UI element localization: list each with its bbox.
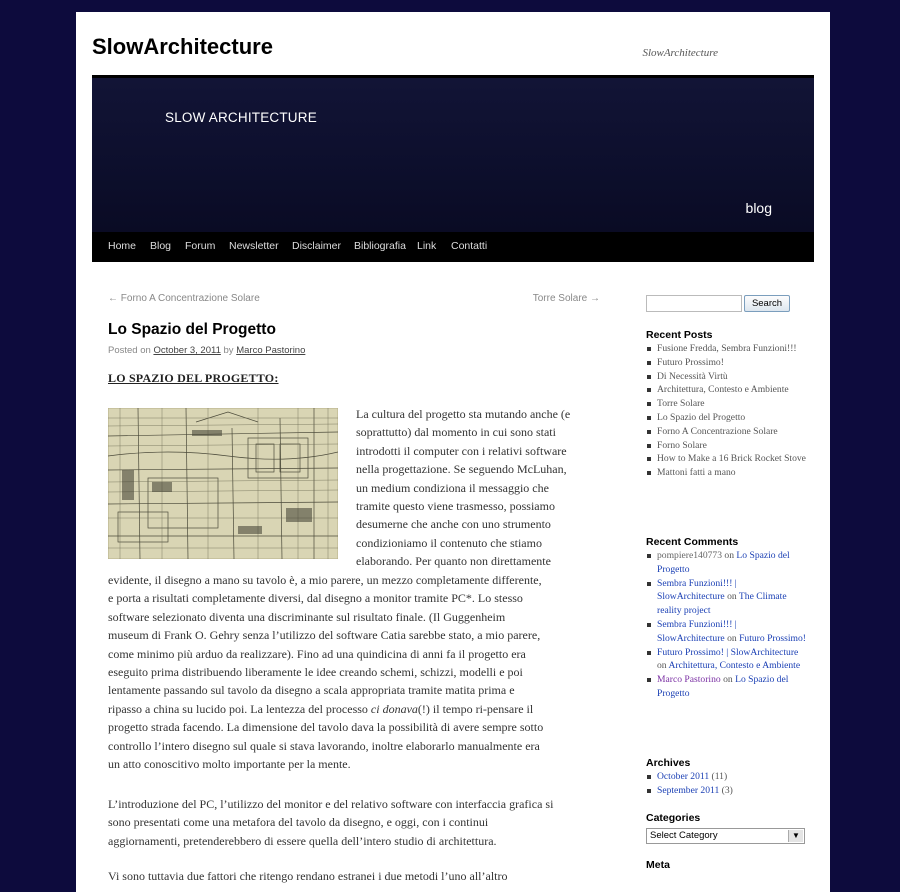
menu-item-bibliografia[interactable]: Bibliografia — [354, 240, 406, 252]
italic-phrase: ci donava — [370, 701, 418, 716]
recent-post-item[interactable]: Torre Solare — [646, 397, 806, 411]
recent-post-item[interactable]: Architettura, Contesto e Ambiente — [646, 383, 806, 397]
comment-post-link[interactable]: The Climate reality project — [657, 591, 787, 617]
architectural-sketch-illustration — [108, 408, 338, 559]
menu-item-blog[interactable]: Blog — [150, 240, 172, 252]
nav-next-link[interactable]: Torre Solare → — [532, 293, 600, 304]
chevron-down-icon: ▼ — [788, 830, 803, 842]
menu-item-home[interactable]: Home — [108, 240, 137, 252]
menu-item-contatti[interactable]: Contatti — [451, 240, 488, 252]
recent-post-item[interactable]: Mattoni fatti a mano — [646, 466, 806, 480]
post-paragraph-2: L’introduzione del PC, l’utilizzo del monitor e del relativo software con interfaccia grafica si sono presentati come una metafora del tavolo da disegno, e oggi, con i continui aggiornamenti, pretenderebbero di essere quella dell’intero studio di architettura. — [108, 797, 554, 848]
post-date-link[interactable]: October 3, 2011 — [153, 345, 221, 356]
recent-post-item[interactable]: Futuro Prossimo! — [646, 356, 806, 370]
by-label: by — [223, 345, 234, 356]
header-banner — [92, 78, 814, 232]
meta-title: Meta — [646, 859, 670, 871]
post-paragraph-3: Vi sono tuttavia due fattori che ritengo rendano estranei i due metodi l’uno all’altro — [108, 869, 508, 883]
archive-item: September 2011 (3) — [646, 784, 806, 798]
comment-post-link[interactable]: Lo Spazio del Progetto — [657, 674, 789, 699]
recent-comment-item: Futuro Prossimo! | SlowArchitecture on Architettura, Contesto e Ambiente — [646, 646, 806, 674]
content-heading: LO SPAZIO DEL PROGETTO: — [108, 371, 279, 385]
archive-link[interactable]: October 2011 — [657, 771, 710, 782]
comment-author-link[interactable]: Marco Pastorino — [657, 674, 721, 686]
recent-posts-title: Recent Posts — [646, 329, 713, 341]
recent-post-item[interactable]: Di Necessità Virtù — [646, 370, 806, 384]
recent-post-item[interactable]: Lo Spazio del Progetto — [646, 411, 806, 425]
nav-previous-link[interactable]: ← Forno A Concentrazione Solare — [108, 293, 260, 304]
recent-post-item[interactable]: Forno Solare — [646, 439, 806, 453]
recent-post-item[interactable]: Fusione Fredda, Sembra Funzioni!!! — [646, 342, 806, 356]
recent-post-item[interactable]: How to Make a 16 Brick Rocket Stove — [646, 452, 806, 466]
main-menu — [92, 232, 814, 262]
archive-link[interactable]: September 2011 — [657, 784, 720, 796]
menu-item-disclaimer[interactable]: Disclaimer — [292, 240, 342, 252]
site-title[interactable]: SlowArchitecture — [92, 34, 273, 59]
posted-on-label: Posted on — [108, 345, 151, 356]
comment-post-link[interactable]: Futuro Prossimo! — [739, 632, 806, 644]
recent-comment-item: Marco Pastorino on Lo Spazio del Progetto — [646, 673, 806, 701]
recent-comments-list — [646, 549, 806, 701]
menu-item-forum[interactable]: Forum — [185, 240, 216, 252]
recent-comment-item: Sembra Funzioni!!! | SlowArchitecture on Futuro Prossimo! — [646, 618, 806, 646]
recent-posts-list — [646, 342, 806, 480]
categories-title: Categories — [646, 812, 701, 824]
recent-comment-item: pompiere140773 on Lo Spazio del Progetto — [646, 549, 806, 577]
site-description: SlowArchitecture — [642, 47, 718, 59]
post-paragraph-1-float: La cultura del progetto sta mutando anche (e soprattutto) dal momento in cui sono stati introdotti il computer con i relativi software nella progettazione. Se seguendo McLuhan, un medium condiziona il messaggio che tramite questo viene trasmesso, possiamo desumerne che anche con uno strumento condizioniamo il contenuto che stiamo elaborando. Per quanto non direttamente — [356, 407, 571, 569]
post-title[interactable]: Lo Spazio del Progetto — [108, 321, 276, 338]
menu-item-link[interactable]: Link — [417, 240, 437, 252]
categories-select[interactable]: Select Category ▼ — [646, 828, 805, 844]
recent-comment-item: Sembra Funzioni!!! | SlowArchitecture on The Climate reality project — [646, 577, 806, 618]
recent-post-item[interactable]: Forno A Concentrazione Solare — [646, 425, 806, 439]
menu-item-newsletter[interactable]: Newsletter — [229, 240, 279, 252]
page-wrapper — [76, 12, 830, 892]
comment-author-link[interactable]: Sembra Funzioni!!! | SlowArchitecture — [657, 577, 737, 603]
banner-title: SLOW ARCHITECTURE — [165, 110, 317, 125]
comment-post-link[interactable]: Lo Spazio del Progetto — [657, 550, 790, 575]
author-link[interactable]: Marco Pastorino — [236, 345, 306, 356]
search-input[interactable] — [646, 295, 742, 312]
search-button[interactable]: Search — [744, 295, 790, 312]
post-image — [108, 408, 338, 559]
comment-author: pompiere140773 — [657, 550, 723, 561]
comment-author-link[interactable]: Sembra Funzioni!!! | SlowArchitecture — [657, 618, 737, 644]
archives-title: Archives — [646, 757, 691, 769]
comment-author-link[interactable]: Futuro Prossimo! | SlowArchitecture — [657, 646, 799, 658]
banner-subtitle: blog — [745, 200, 772, 216]
archive-item: October 2011 (11) — [646, 770, 806, 784]
comment-post-link[interactable]: Architettura, Contesto e Ambiente — [668, 660, 801, 672]
post-paragraph-1: evidente, il disegno a mano su tavolo è, a mio parere, un mezzo completamente differente, e porta a risultati completamente diversi, dal disegno a monitor tramite PC*. Lo stesso software selezionato diventa una discriminante sul risultato finale. (Il Guggenheim museum di Frank O. Gehry senza l’utilizzo del software Catia sarebbe stato, a mio parere, come minimo più arduo da realizzare). Fino ad una quindicina di anni fa il progetto era eseguito prima distribuendo liberamente le idee creando schemi, schizzi, modelli e poi lentamente passando sul tavolo da disegno a scala appropriata tramite matita prima e ripasso a china su lucido poi. La lentezza del processo ci donava(!) il tempo ri-pensare il progetto strada facendo. La dimensione del tavolo dava la possibilità di avere sempre sotto controllo l’intero disegno sul quale si stava lavorando, inoltre elaborarlo manualmente era un atto conoscitivo molto importante per la mente. — [108, 573, 544, 772]
post-meta — [108, 345, 305, 356]
archives-list — [646, 770, 806, 798]
recent-comments-title: Recent Comments — [646, 536, 739, 548]
